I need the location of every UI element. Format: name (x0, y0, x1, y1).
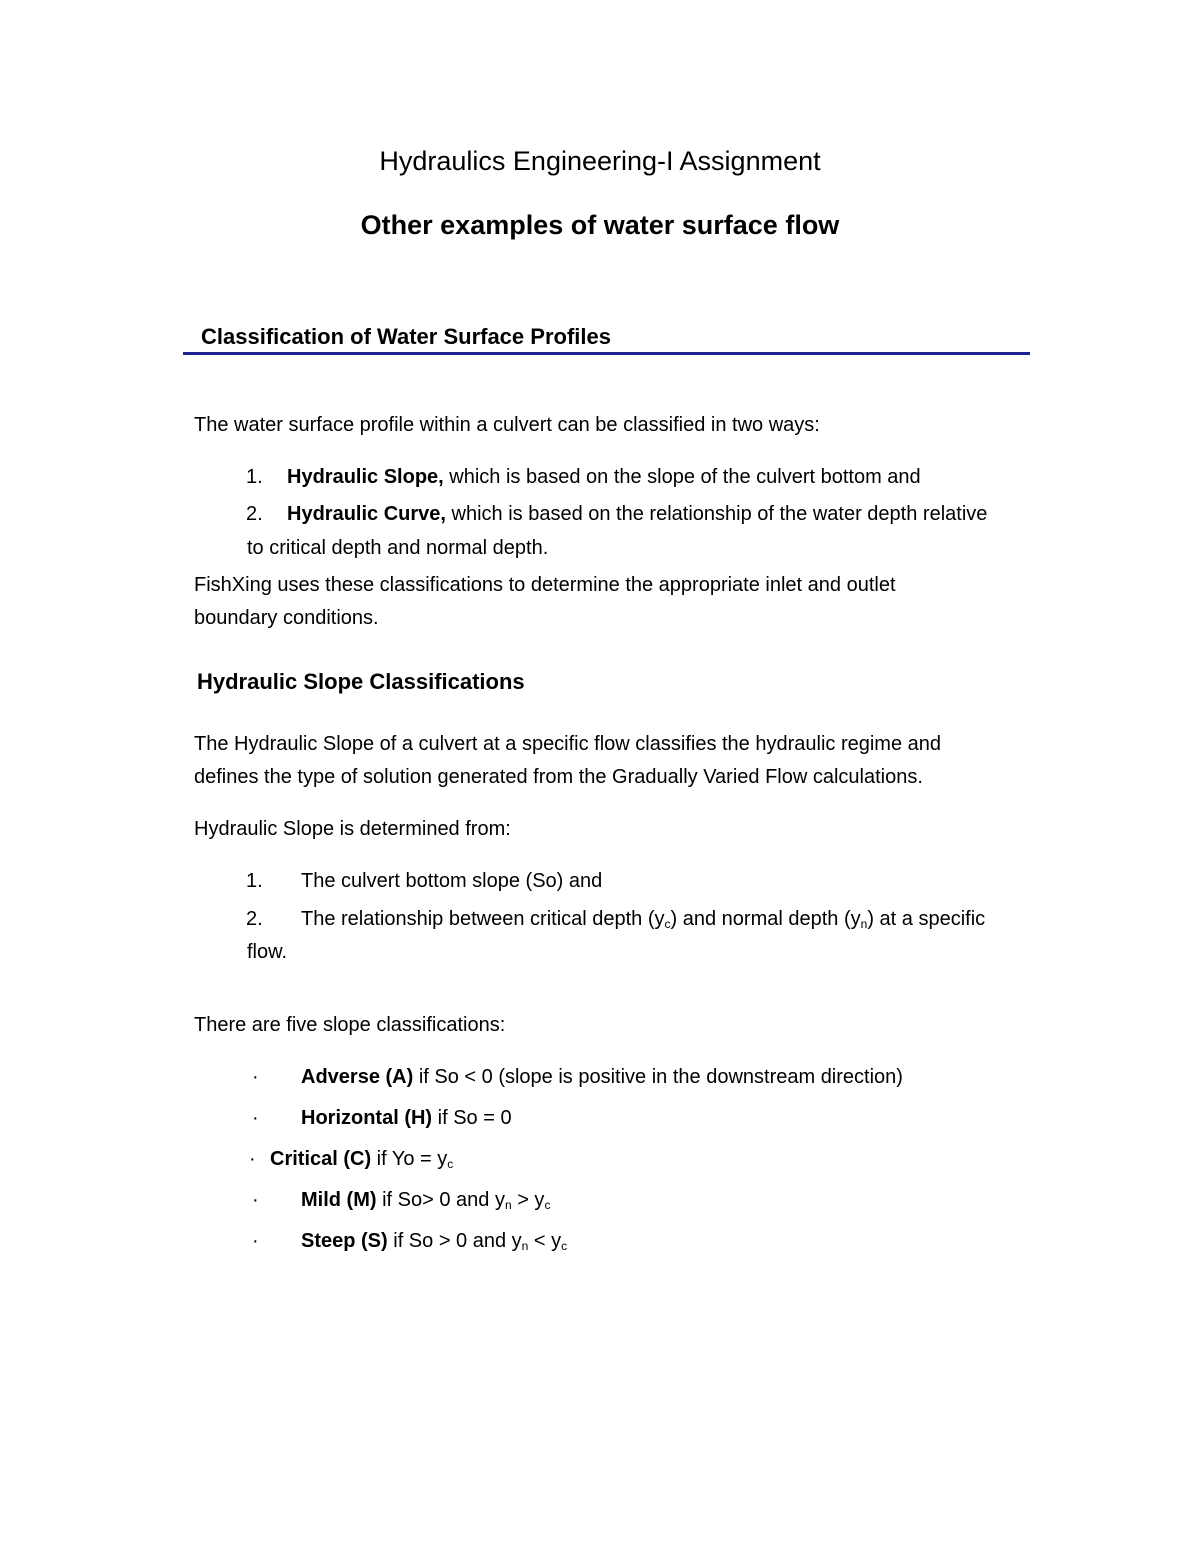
text-run: if So = 0 (432, 1107, 512, 1129)
text-run: if So < 0 (slope is positive in the downstream direction) (413, 1066, 903, 1088)
list-item-number: 2. (246, 908, 263, 930)
bullet-icon: · (252, 1230, 259, 1252)
list-item-number: 1. (246, 466, 263, 488)
paragraph-line: defines the type of solution generated from the Gradually Varied Flow calculations. (194, 766, 923, 788)
paragraph-line: Hydraulic Slope is determined from: (194, 818, 511, 840)
paragraph-line: There are five slope classifications: (194, 1014, 506, 1036)
list-item-continuation: to critical depth and normal depth. (247, 537, 549, 559)
subscript: n (860, 917, 868, 931)
document-title: Hydraulics Engineering-I Assignment (379, 146, 821, 176)
subscript: c (447, 1157, 454, 1171)
text-run: if Yo = y (371, 1148, 448, 1170)
list-item-term: Hydraulic Curve, (287, 503, 446, 525)
bullet-icon: · (249, 1148, 256, 1170)
text-run: > y (511, 1189, 545, 1211)
classification-item (301, 1066, 903, 1089)
paragraph-line: boundary conditions. (194, 607, 379, 629)
bullet-icon: · (252, 1107, 259, 1129)
text-run: ) and normal depth (y (670, 908, 861, 930)
list-item-text: The culvert bottom slope (So) and (301, 870, 603, 892)
bullet-icon: · (252, 1066, 259, 1088)
classification-term: Adverse (A) (301, 1066, 414, 1088)
classification-item (301, 1230, 567, 1253)
list-item-text: which is based on the slope of the culvert bottom and (443, 466, 921, 488)
classification-item (301, 1189, 550, 1212)
classification-term: Horizontal (H) (301, 1107, 433, 1129)
list-item-term: Hydraulic Slope, (287, 466, 444, 488)
subscript: n (504, 1198, 512, 1212)
list-item (301, 908, 985, 931)
paragraph-line: FishXing uses these classifications to determine the appropriate inlet and outlet (194, 574, 896, 596)
text-run: < y (528, 1230, 562, 1252)
classification-term: Critical (C) (270, 1148, 372, 1170)
subscript: c (544, 1198, 551, 1212)
classification-term: Mild (M) (301, 1189, 377, 1211)
classification-item (270, 1148, 453, 1171)
section-heading-slope: Hydraulic Slope Classifications (197, 669, 525, 694)
subscript: n (521, 1239, 529, 1253)
list-item-number: 1. (246, 870, 263, 892)
paragraph-line: The Hydraulic Slope of a culvert at a specific flow classifies the hydraulic regime and (194, 733, 942, 755)
intro-paragraph: The water surface profile within a culvert can be classified in two ways: (194, 414, 820, 436)
section-heading-classification: Classification of Water Surface Profiles (201, 324, 611, 349)
classification-term: Steep (S) (301, 1230, 388, 1252)
heading-underline (183, 352, 1030, 355)
list-item (287, 466, 921, 489)
list-item-continuation: flow. (247, 941, 288, 963)
list-item-number: 2. (246, 503, 263, 525)
classification-item (301, 1107, 512, 1130)
text-run: if So> 0 and y (376, 1189, 505, 1211)
text-run: ) at a specific (867, 908, 986, 930)
subscript: c (561, 1239, 568, 1253)
list-item (287, 503, 987, 526)
document-subtitle: Other examples of water surface flow (360, 210, 840, 240)
bullet-icon: · (252, 1189, 259, 1211)
text-run: The relationship between critical depth (y (301, 908, 665, 930)
subscript: c (664, 917, 671, 931)
text-run: if So > 0 and y (387, 1230, 522, 1252)
list-item-text: which is based on the relationship of the water depth relative (445, 503, 988, 525)
